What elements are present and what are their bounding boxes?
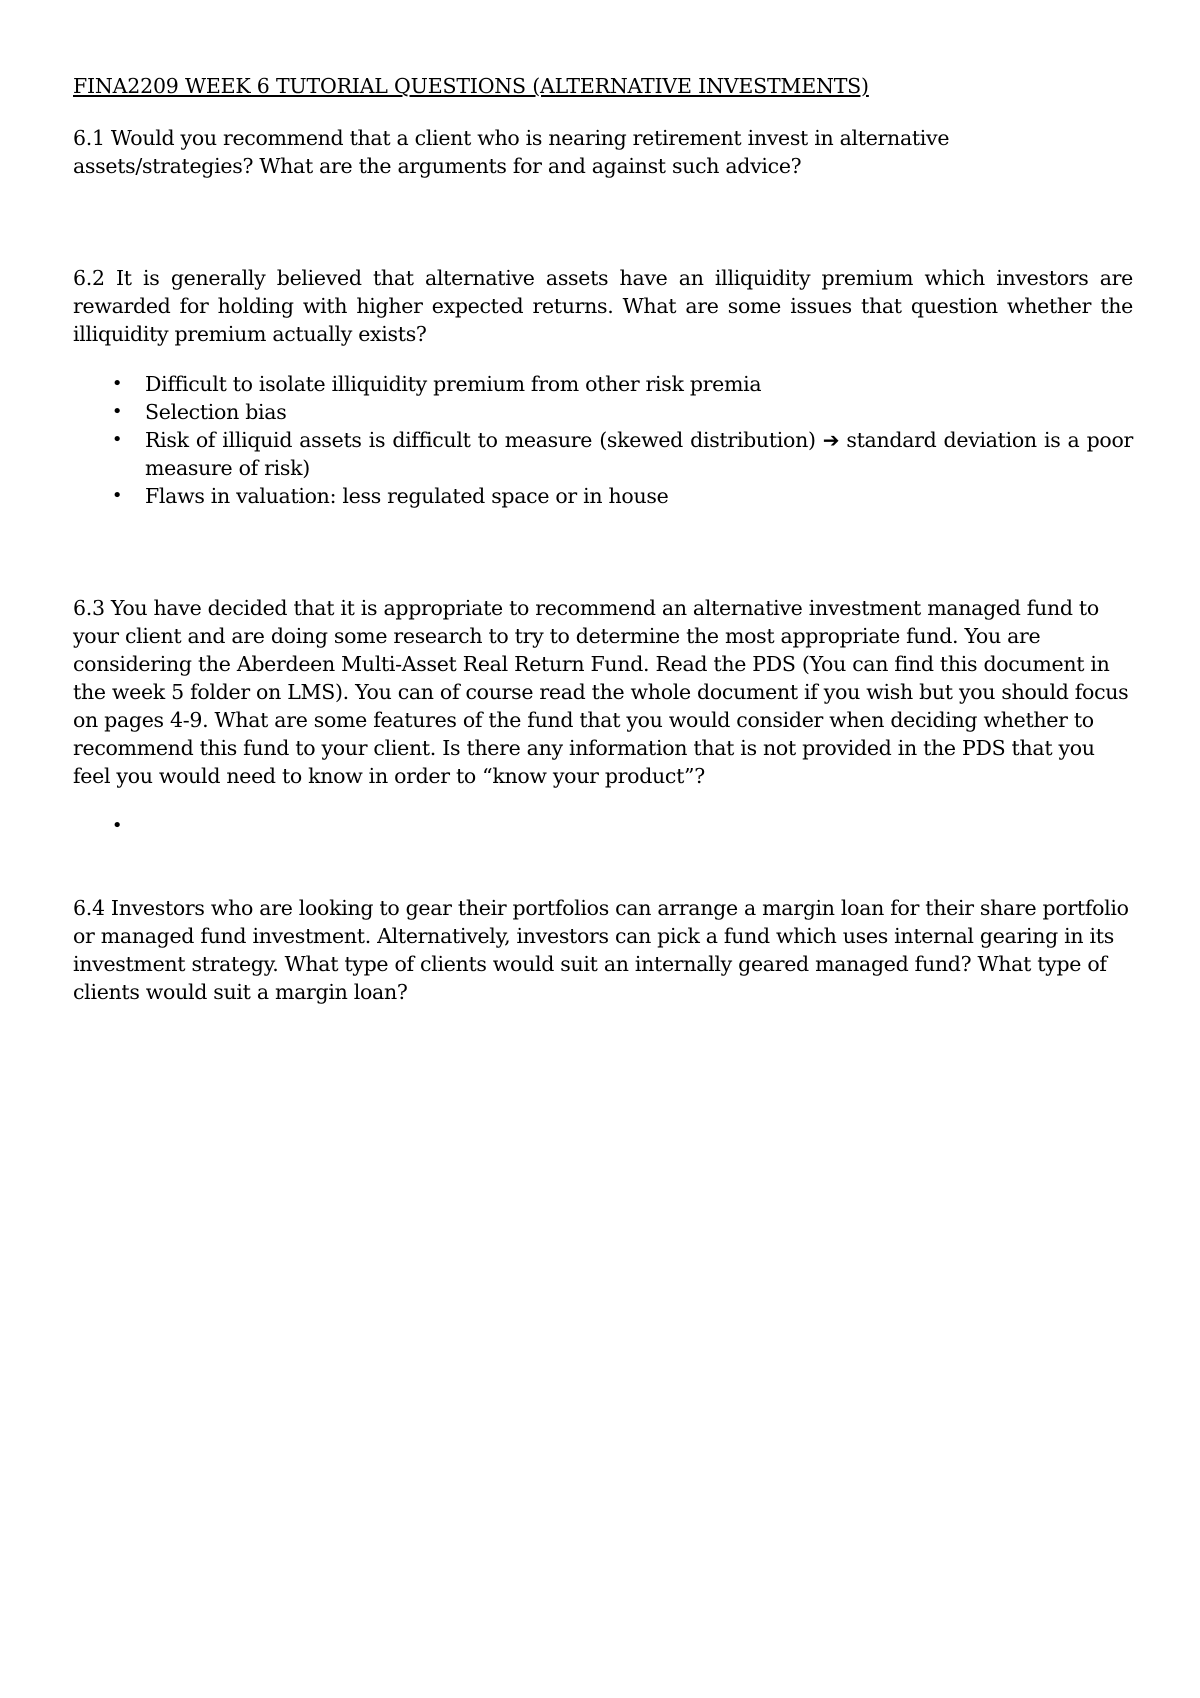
bullet-icon: • — [111, 429, 123, 450]
question-6-3: 6.3 You have decided that it is appropriate to recommend an alternative investment managed fund to your client and are doing some research to try to determine the most appropriate fund. You are considering the Aberdeen Multi-Asset Real Return Fund. Read the PDS (You can find this document in the week 5 folder on LMS). You can of course read the whole document if you wish but you should focus on pages 4-9. What are some features of the fund that you would consider when deciding whether to recommend this fund to your client. Is there any information that is not provided in the PDS that you feel you would need to know in order to “know your product”? — [73, 596, 1129, 788]
list-item — [111, 482, 1133, 510]
document-title: FINA2209 WEEK 6 TUTORIAL QUESTIONS (ALTERNATIVE INVESTMENTS) — [73, 74, 869, 98]
list-item — [111, 398, 1133, 426]
question-6-2: 6.2 It is generally believed that alternative assets have an illiquidity premium which investors are rewarded for holding with higher expected returns. What are some issues that question whether the illiquidity premium actually exists? — [73, 266, 1133, 346]
list-item — [111, 370, 1133, 398]
bullet-icon: • — [111, 401, 123, 422]
question-6-2-answer-list — [73, 370, 1133, 510]
list-item — [111, 812, 1133, 840]
list-item-text: Risk of illiquid assets is difficult to measure (skewed distribution) — [145, 428, 823, 452]
list-item-text: standard deviation is a poor measure of risk) — [145, 428, 1133, 480]
list-item-text: Difficult to isolate illiquidity premium from other risk premia — [145, 372, 762, 396]
question-6-4: 6.4 Investors who are looking to gear their portfolios can arrange a margin loan for their share portfolio or managed fund investment. Alternatively, investors can pick a fund which uses internal gearing in its investment strategy. What type of clients would suit an internally geared managed fund? What type of clients would suit a margin loan? — [73, 896, 1129, 1004]
list-item — [111, 426, 1133, 482]
document-page — [73, 72, 1133, 1006]
bullet-icon: • — [111, 815, 123, 836]
bullet-icon: • — [111, 373, 123, 394]
list-item-text: Flaws in valuation: less regulated space or in house — [145, 484, 669, 508]
bullet-icon: • — [111, 485, 123, 506]
question-6-1: 6.1 Would you recommend that a client who is nearing retirement invest in alternative assets/strategies? What are the arguments for and against such advice? — [73, 126, 950, 178]
right-arrow-icon: ➔ — [822, 428, 840, 452]
list-item-text: Selection bias — [145, 400, 287, 424]
question-6-3-answer-list — [73, 812, 1133, 840]
